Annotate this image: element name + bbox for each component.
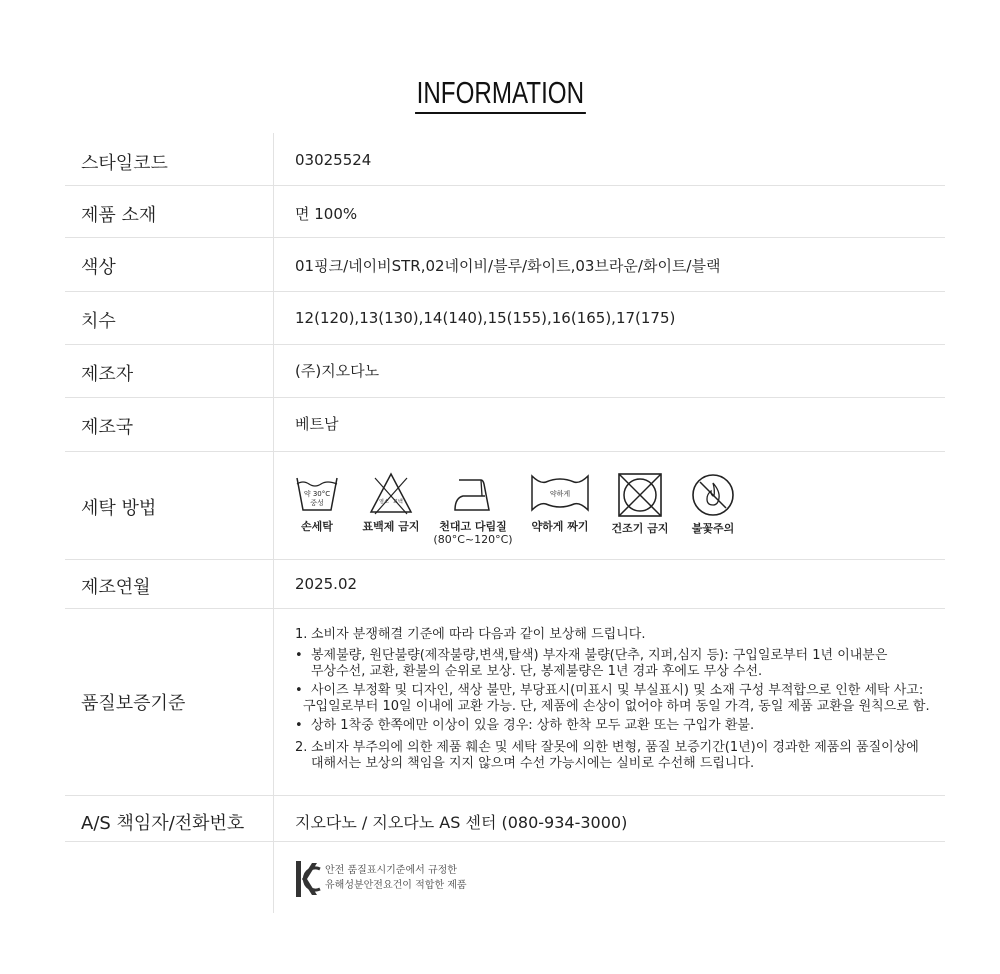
color-label: 색상 [81, 257, 116, 278]
no-bleach-caption: 표백제 금지 [362, 520, 420, 533]
quality-label: 품질보증기준 [81, 693, 186, 714]
style-code-label: 스타일코드 [81, 153, 168, 174]
as-value: 지오다노 / 지오다노 AS 센터 (080-934-3000) [295, 813, 628, 832]
quality-item [295, 718, 955, 734]
quality-item [295, 627, 955, 643]
page-title: INFORMATION [415, 74, 586, 114]
hand-wash-neutral: 중성 [310, 499, 324, 507]
quality-list [295, 627, 955, 775]
no-tumble-dry-icon [617, 472, 663, 518]
quality-item [295, 740, 955, 772]
kc-line-2: 유해성분안전요건이 적합한 제품 [325, 880, 467, 891]
date-label: 제조연월 [81, 577, 151, 598]
row-as [65, 796, 945, 842]
quality-line: 봉제불량, 원단불량(제작불량,변색,탈색) 부자재 불량(단추, 지퍼,심지 등): 구입일로부터 1년 이내분은 [311, 648, 888, 663]
care-item [287, 472, 347, 533]
as-label: A/S 책임자/전화번호 [81, 813, 245, 834]
gentle-wring-caption: 약하게 짜기 [531, 520, 589, 533]
row-size [65, 292, 945, 345]
kc-line-1: 안전 품질표시기준에서 규정한 [325, 865, 457, 876]
maker-label: 제조자 [81, 364, 134, 385]
quality-mark: • [295, 648, 303, 663]
color-value: 01핑크/네이비STR,02네이비/블루/화이트,03브라운/화이트/블랙 [295, 257, 721, 275]
quality-mark: • [295, 683, 303, 698]
iron-icon [449, 472, 497, 516]
kc-text [325, 863, 467, 893]
iron-temp-caption: (80°C~120°C) [433, 533, 513, 546]
no-bleach-bleach: 표백 [393, 499, 403, 505]
quality-line: 사이즈 부정확 및 디자인, 색상 불만, 부당표시(미표시 및 부실표시) 및 소재 구성 부적합으로 인한 세탁 사고: [311, 683, 924, 698]
material-value: 면 100% [295, 205, 358, 223]
hand-wash-temp: 약 30°C [303, 490, 331, 498]
quality-line: 구입일로부터 10일 이내에 교환 가능. 단, 제품에 손상이 없어야 하며 동일 가격, 동일 제품 교환을 원칙으로 함. [303, 699, 930, 714]
page-title-wrap [0, 74, 1000, 114]
quality-line: 소비자 분쟁해결 기준에 따라 다음과 같이 보상해 드립니다. [311, 627, 646, 642]
gentle-wring-text: 약하게 [549, 490, 571, 498]
care-item [607, 472, 673, 535]
row-color [65, 238, 945, 292]
quality-line: 상하 1착중 한쪽에만 이상이 있을 경우: 상하 한착 모두 교환 또는 구입가 환불. [311, 718, 755, 733]
quality-mark: • [295, 718, 303, 733]
hand-wash-icon [293, 472, 341, 516]
kc-certification [295, 860, 467, 902]
quality-line: 대해서는 보상의 책임을 지지 않으며 수선 가능시에는 실비로 수선해 드립니다. [311, 756, 755, 771]
no-flame-icon [690, 472, 736, 518]
no-bleach-chlorine: 염소 [379, 499, 389, 505]
row-washing [65, 452, 945, 560]
quality-mark: 2. [295, 740, 308, 755]
row-style-code [65, 133, 945, 186]
no-bleach-icon [369, 472, 413, 516]
quality-item [295, 648, 955, 680]
quality-line: 소비자 부주의에 의한 제품 훼손 및 세탁 잘못에 의한 변형, 품질 보증기간(1년)이 경과한 제품의 품질이상에 [311, 740, 919, 755]
no-flame-caption: 불꽃주의 [691, 522, 735, 535]
quality-item [295, 683, 955, 715]
row-kc [65, 842, 945, 912]
quality-line: 무상수선, 교환, 환불의 순위로 보상. 단, 봉제불량은 1년 경과 후에도 무상 수선. [311, 664, 763, 679]
style-code-value: 03025524 [295, 151, 372, 169]
size-value: 12(120),13(130),14(140),15(155),16(165),17(175) [295, 309, 676, 327]
maker-value: (주)지오다노 [295, 362, 380, 380]
row-country [65, 398, 945, 452]
row-date [65, 560, 945, 609]
country-label: 제조국 [81, 417, 134, 438]
hand-wash-caption: 손세탁 [301, 520, 333, 533]
quality-mark: 1. [295, 627, 308, 642]
gentle-wring-icon [530, 472, 590, 516]
kc-mark-icon [295, 860, 321, 898]
iron-caption: 천대고 다림질 [439, 520, 507, 533]
row-material [65, 186, 945, 238]
care-item [683, 472, 743, 535]
washing-label: 세탁 방법 [81, 498, 157, 519]
no-tumble-dry-caption: 건조기 금지 [611, 522, 669, 535]
care-item [359, 472, 423, 533]
care-item [433, 472, 513, 546]
date-value: 2025.02 [295, 575, 358, 593]
country-value: 베트남 [295, 415, 339, 433]
care-icons [287, 472, 767, 552]
size-label: 치수 [81, 311, 116, 332]
row-maker [65, 345, 945, 398]
material-label: 제품 소재 [81, 205, 157, 226]
care-item [525, 472, 595, 533]
row-quality [65, 609, 945, 796]
